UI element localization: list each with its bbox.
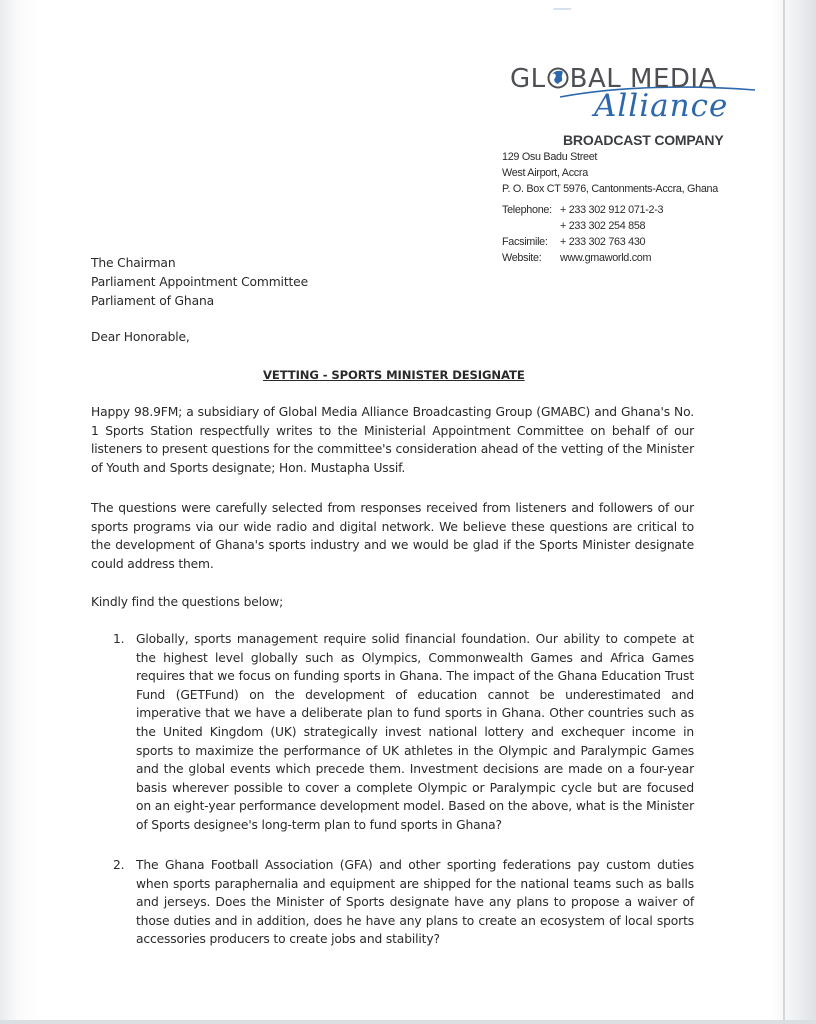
contact-value: www.gmaworld.com (560, 252, 652, 264)
question-text: The Ghana Football Association (GFA) and other sporting federations pay custom duties when sports paraphernalia and equipment are shipped for the national teams such as balls and jerseys. Does the Minister of Sports designate have any plans to propose a waiver of those duties and in addition, does he have any plans to create an ecosystem of local sports accessories producers to create jobs and stability? (136, 858, 694, 947)
contact-value: + 233 302 912 071-2-3 (560, 204, 664, 216)
question-number: 2. (113, 858, 125, 872)
logo-text-start: GL (510, 64, 546, 94)
contact-value: + 233 302 254 858 (560, 220, 646, 232)
recipient-line: Parliament Appointment Committee (91, 275, 308, 289)
address-line: P. O. Box CT 5976, Cantonments-Accra, Ghana (502, 183, 718, 195)
contact-value: + 233 302 763 430 (560, 236, 646, 248)
address-line: 129 Osu Badu Street (502, 151, 598, 163)
recipient-block (91, 254, 308, 311)
page-edge-bottom (0, 1020, 816, 1024)
body-paragraph: Happy 98.9FM; a subsidiary of Global Media Alliance Broadcasting Group (GMABC) and Ghana's No. 1 Sports Station respectfully writes to the Ministerial Appointment Committee on behalf of our listeners to present questions for the committee's consideration ahead of the vetting of the Minister of Youth and Sports designate; Hon. Mustapha Ussif. (91, 405, 694, 475)
globe-icon (547, 67, 569, 89)
recipient-line: Parliament of Ghana (91, 294, 214, 308)
company-type: BROADCAST COMPANY (563, 132, 724, 148)
subject-heading: VETTING - SPORTS MINISTER DESIGNATE (263, 368, 525, 382)
page-edge-right (783, 0, 785, 1024)
contact-telephone-2 (502, 218, 718, 234)
contact-label: Facsimile: (502, 236, 548, 248)
contact-facsimile (502, 234, 718, 250)
question-text: Globally, sports management require solid financial foundation. Our ability to compete at the highest level globally such as Olympics, Commonwealth Games and Africa Games requires that we focus on funding sports in Ghana. The impact of the Ghana Education Trust Fund (GETFund) on the development of education cannot be underestimated and imperative that we have a deliberate plan to fund sports in Ghana. Other countries such as the United Kingdom (UK) strategically invest national lottery and exchequer income in sports to maximize the performance of UK athletes in the Olympic and Paralympic Games and the global events which precede them. Investment decisions are made on a four-year basis wherever possible to cover a complete Olympic or Paralympic cycle but are focused on an eight-year performance development model. Based on the above, what is the Minister of Sports designee's long-term plan to fund sports in Ghana? (136, 632, 694, 832)
company-address (502, 149, 718, 266)
logo-text-end: BAL MEDIA (569, 64, 717, 94)
company-logo (510, 62, 760, 148)
paper-mark (552, 0, 577, 10)
questions-intro: Kindly find the questions below; (91, 595, 284, 609)
recipient-line: The Chairman (91, 256, 176, 270)
logo-script: Alliance (594, 88, 729, 124)
salutation: Dear Honorable, (91, 330, 190, 344)
address-line: West Airport, Accra (502, 167, 588, 179)
contact-telephone (502, 202, 718, 218)
contact-label: Telephone: (502, 204, 552, 216)
contact-website (502, 250, 718, 266)
contact-label: Website: (502, 252, 542, 264)
body-paragraph: The questions were carefully selected from responses received from listeners and followers of our sports programs via our wide radio and digital network. We believe these questions are critical to the development of Ghana's sports industry and we would be glad if the Sports Minister designate could address them. (91, 501, 694, 571)
question-number: 1. (113, 632, 125, 646)
